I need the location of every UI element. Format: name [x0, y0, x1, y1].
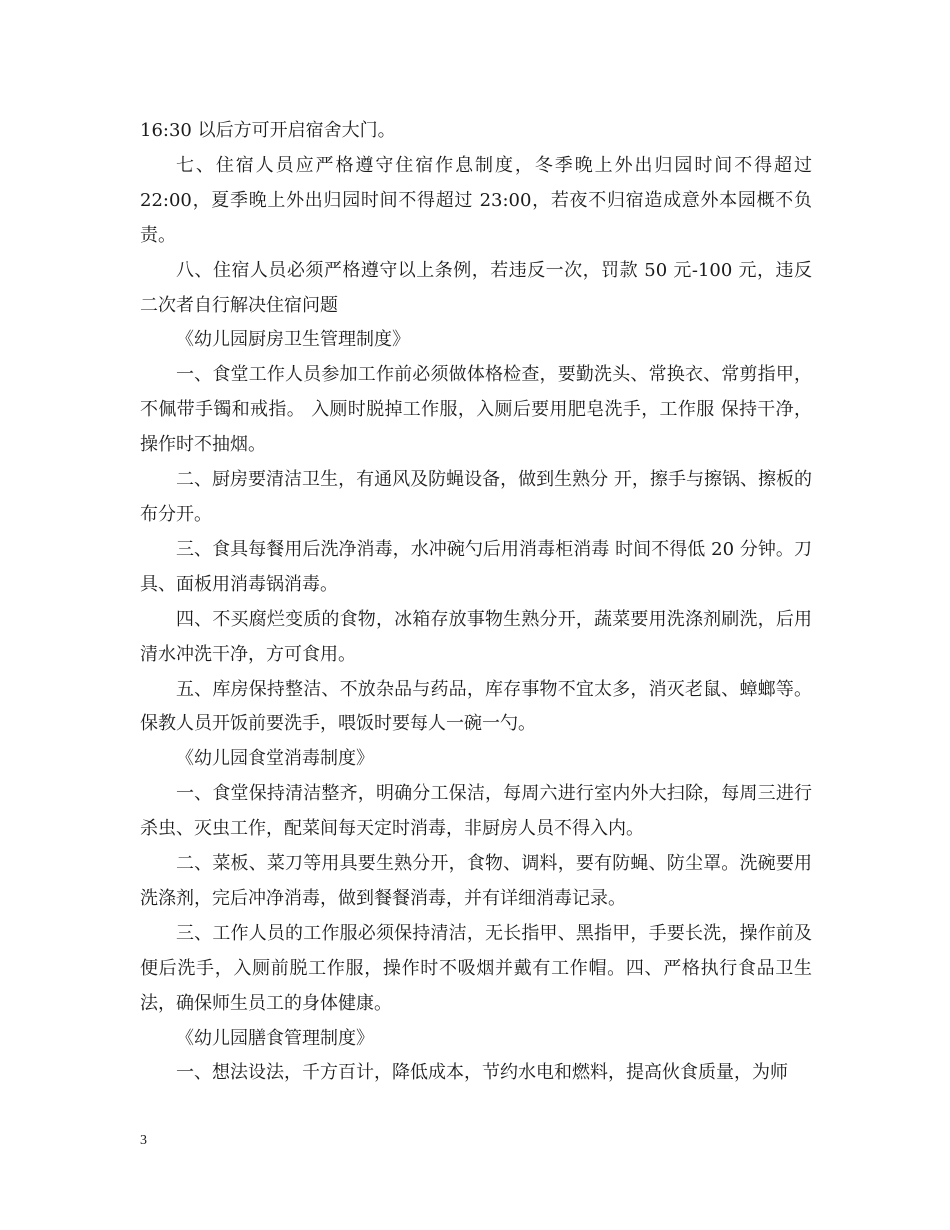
section-title: 《幼儿园膳食管理制度》 — [176, 1027, 374, 1049]
paragraph: 一、食堂保持清洁整齐，明确分工保洁，每周六进行室内外大扫除，每周三进行杀虫、灭虫工作，配菜间每天定时消毒，非厨房人员不得入内。 — [140, 783, 812, 840]
paragraph: 七、住宿人员应严格遵守住宿作息制度，冬季晚上外出归园时间不得超过22:00，夏季晚上外出归园时间不得超过 23:00，若夜不归宿造成意外本园概不负责。 — [140, 154, 812, 246]
paragraph: 五、库房保持整洁、不放杂品与药品，库存事物不宜太多，消灭老鼠、蟑螂等。保教人员开饭前要洗手，喂饭时要每人一碗一勺。 — [140, 678, 812, 735]
paragraph: 16:30 以后方可开启宿舍大门。 — [140, 120, 396, 141]
page-number: 3 — [140, 1133, 147, 1148]
paragraph: 四、不买腐烂变质的食物，冰箱存放事物生熟分开，蔬菜要用洗涤剂刷洗，后用清水冲洗干净，方可食用。 — [140, 608, 812, 665]
section-title: 《幼儿园厨房卫生管理制度》 — [176, 329, 410, 351]
paragraph: 二、菜板、菜刀等用具要生熟分开，食物、调料，要有防蝇、防尘罩。洗碗要用洗涤剂，完后冲净消毒，做到餐餐消毒，并有详细消毒记录。 — [140, 853, 812, 909]
document-body — [140, 114, 812, 1091]
paragraph: 二、厨房要清洁卫生，有通风及防蝇设备，做到生熟分 开，擦手与擦锅、擦板的布分开。 — [140, 469, 812, 525]
section-title: 《幼儿园食堂消毒制度》 — [176, 748, 374, 770]
paragraph: 一、想法设法，千方百计，降低成本，节约水电和燃料，提高伙食质量，为师 — [176, 1062, 788, 1084]
paragraph: 三、食具每餐用后洗净消毒，水冲碗勺后用消毒柜消毒 时间不得低 20 分钟。刀具、面板用消毒锅消毒。 — [140, 538, 812, 595]
paragraph: 三、工作人员的工作服必须保持清洁，无长指甲、黑指甲，手要长洗，操作前及便后洗手，入厕前脱工作服，操作时不吸烟并戴有工作帽。四、严格执行食品卫生法，确保师生员工的身体健康。 — [140, 922, 812, 1014]
paragraph: 一、食堂工作人员参加工作前必须做体格检查，要勤洗头、常换衣、常剪指甲，不佩带手镯和戒指。 入厕时脱掉工作服，入厕后要用肥皂洗手，工作服 保持干净，操作时不抽烟。 — [140, 364, 812, 456]
paragraph: 八、住宿人员必须严格遵守以上条例，若违反一次，罚款 50 元-100 元，违反二次者自行解决住宿问题 — [140, 259, 812, 316]
